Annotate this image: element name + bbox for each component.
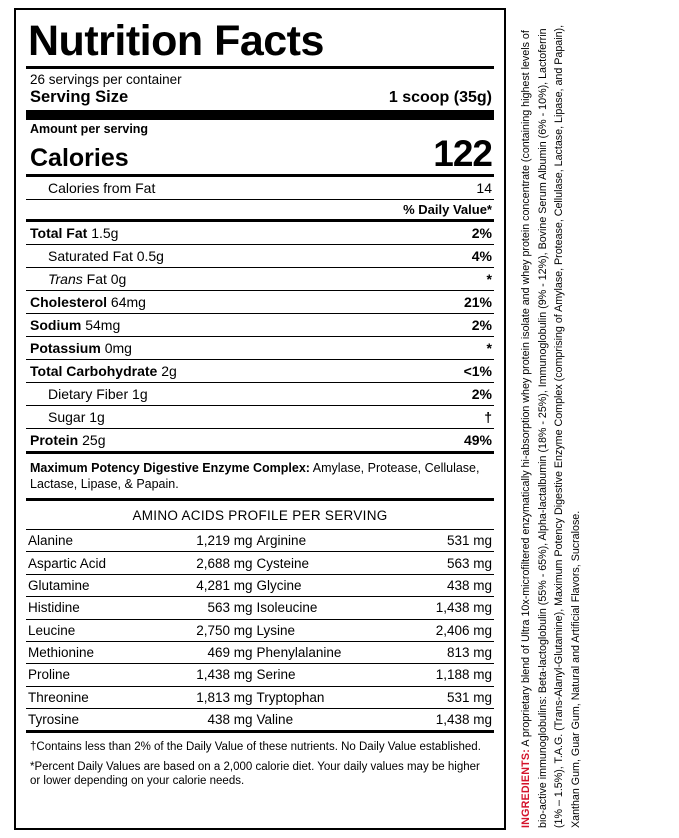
- nutrient-dv: <1%: [463, 363, 492, 379]
- nutrient-amount: 64mg: [110, 294, 146, 310]
- nutrient-amount: 0.5g: [136, 248, 164, 264]
- amino-name: Arginine: [255, 530, 398, 552]
- nutrient-label: Protein 25g: [30, 432, 106, 448]
- nutrient-row: [26, 291, 494, 313]
- ingredients-rotated-wrapper: [516, 8, 676, 830]
- table-row: [26, 597, 494, 619]
- nutrient-row: [26, 429, 494, 451]
- nutrient-list: [26, 222, 494, 451]
- amino-name: Valine: [255, 709, 398, 731]
- nutrient-amount: 2g: [161, 363, 177, 379]
- nutrient-row: [26, 360, 494, 382]
- serving-size-value: 1 scoop (35g): [388, 89, 492, 106]
- nutrient-dv: *: [486, 340, 492, 356]
- ingredients-heading: INGREDIENTS:: [520, 749, 532, 828]
- nutrient-label: Total Carbohydrate 2g: [30, 363, 177, 379]
- nutrient-row: [26, 245, 494, 267]
- amino-value: 2,406 mg: [397, 619, 494, 641]
- nutrient-amount: Fat 0g: [86, 271, 127, 287]
- amino-name: Cysteine: [255, 552, 398, 574]
- amino-value: 438 mg: [397, 574, 494, 596]
- amino-acids-title: AMINO ACIDS PROFILE PER SERVING: [132, 508, 388, 523]
- nutrient-row: [26, 268, 494, 290]
- nutrient-dv: 2%: [471, 225, 492, 241]
- amino-name: Methionine: [26, 641, 158, 663]
- footnotes: [26, 733, 494, 788]
- amino-name: Serine: [255, 664, 398, 686]
- amino-value: 2,750 mg: [158, 619, 255, 641]
- amino-value: 469 mg: [158, 641, 255, 663]
- amino-value: 531 mg: [397, 686, 494, 708]
- nutrient-name-italic: Trans: [48, 271, 83, 287]
- calories-value: 122: [433, 133, 492, 174]
- enzyme-complex-text: [26, 454, 494, 498]
- nutrient-dv: 21%: [463, 294, 492, 310]
- nutrient-dv: 2%: [471, 317, 492, 333]
- calories-from-fat-row: [26, 177, 494, 199]
- nutrient-amount: 0mg: [104, 340, 132, 356]
- amino-name: Glycine: [255, 574, 398, 596]
- calories-from-fat-label: Calories from Fat: [48, 180, 156, 196]
- amino-name: Proline: [26, 664, 158, 686]
- nutrient-label: Sodium 54mg: [30, 317, 121, 333]
- nutrient-dv: 4%: [471, 248, 492, 264]
- nutrient-label: [30, 271, 126, 287]
- enzyme-complex-list: Amylase, Protease, Cellulase, Lactase, Lipase, & Papain.: [30, 461, 480, 491]
- ingredients-body: A proprietary blend of Ultra 10x-microfiltered enzymatically hi-absorption whey protein isolate and whey protein concentrate (containing highest levels of bio-active immunoglobulins: Beta-lactoglobulin (55% - 65%), Alpha-lactalbumin (18% - 25%), Immunoglobulin (9% - 12%), Bovine Serum Albumin (6% - 10%), Lactoferrin (1% – 1.5%), T.A.G. (Trans-Alanyl-Glutamine), Maximum Potency Digestive Enzyme Complex (comprising of Amylase, Protease, Cellulase, Lactase, Lipase, and Papain), Xanthan Gum, Guar Gum, Natural and Artificial Flavors, Sucralose.: [520, 24, 582, 828]
- nutrient-row: [26, 337, 494, 359]
- footnote-asterisk: *Percent Daily Values are based on a 2,000 calorie diet. Your daily values may be higher or lower depending on your calorie needs.: [30, 761, 480, 788]
- amino-name: Tyrosine: [26, 709, 158, 731]
- amino-value: 1,219 mg: [158, 530, 255, 552]
- amino-name: Lysine: [255, 619, 398, 641]
- amino-acids-table: [26, 529, 494, 730]
- nutrient-label: Cholesterol 64mg: [30, 294, 146, 310]
- table-row: [26, 552, 494, 574]
- page-title: Nutrition Facts: [28, 17, 324, 65]
- amino-name: Leucine: [26, 619, 158, 641]
- serving-size-row: [26, 87, 494, 110]
- nutrient-label: Saturated Fat 0.5g: [48, 248, 164, 264]
- amino-value: 531 mg: [397, 530, 494, 552]
- amino-value: 563 mg: [158, 597, 255, 619]
- nutrient-amount: 1g: [89, 409, 105, 425]
- nutrient-row: [26, 314, 494, 336]
- amino-value: 1,438 mg: [158, 664, 255, 686]
- nutrient-label: Dietary Fiber 1g: [48, 386, 148, 402]
- ingredients-text: [516, 8, 584, 830]
- serving-size-label: Serving Size: [30, 88, 129, 106]
- amino-value: 813 mg: [397, 641, 494, 663]
- calories-from-fat-value: 14: [476, 180, 492, 196]
- nutrient-label: Sugar 1g: [48, 409, 105, 425]
- amino-name: Alanine: [26, 530, 158, 552]
- nutrient-amount: 1.5g: [91, 225, 119, 241]
- nutrient-dv: †: [484, 409, 492, 425]
- amino-value: 563 mg: [397, 552, 494, 574]
- footnote-dagger: †Contains less than 2% of the Daily Value of these nutrients. No Daily Value established.: [30, 741, 481, 754]
- ingredients-block: [516, 8, 676, 830]
- amino-name: Isoleucine: [255, 597, 398, 619]
- calories-label: Calories: [30, 144, 129, 172]
- servings-per-container: 26 servings per container: [30, 72, 182, 87]
- nutrient-dv: 49%: [463, 432, 492, 448]
- amino-name: Aspartic Acid: [26, 552, 158, 574]
- nutrient-row: [26, 406, 494, 428]
- nutrient-row: [26, 222, 494, 244]
- amount-per-serving-label: Amount per serving: [30, 122, 149, 136]
- nutrient-label: Potassium 0mg: [30, 340, 132, 356]
- amino-value: 4,281 mg: [158, 574, 255, 596]
- table-row: [26, 619, 494, 641]
- divider-heavy: [26, 110, 494, 120]
- table-row: [26, 530, 494, 552]
- amino-name: Phenylalanine: [255, 641, 398, 663]
- amino-name: Threonine: [26, 686, 158, 708]
- table-row: [26, 574, 494, 596]
- amino-value: 1,438 mg: [397, 709, 494, 731]
- daily-value-header: % Daily Value*: [403, 202, 492, 217]
- amino-name: Tryptophan: [255, 686, 398, 708]
- calories-row: [26, 133, 494, 174]
- table-row: [26, 641, 494, 663]
- amino-value: 2,688 mg: [158, 552, 255, 574]
- nutrient-label: Total Fat 1.5g: [30, 225, 119, 241]
- amino-value: 1,438 mg: [397, 597, 494, 619]
- enzyme-complex-label: Maximum Potency Digestive Enzyme Complex:: [30, 461, 310, 475]
- amino-value: 1,188 mg: [397, 664, 494, 686]
- table-row: [26, 709, 494, 731]
- table-row: [26, 686, 494, 708]
- nutrition-facts-panel: [14, 8, 506, 830]
- amino-value: 1,813 mg: [158, 686, 255, 708]
- amino-name: Glutamine: [26, 574, 158, 596]
- nutrient-amount: 54mg: [85, 317, 121, 333]
- nutrient-dv: *: [486, 271, 492, 287]
- nutrient-row: [26, 383, 494, 405]
- nutrient-dv: 2%: [471, 386, 492, 402]
- nutrient-amount: 25g: [82, 432, 106, 448]
- amino-value: 438 mg: [158, 709, 255, 731]
- amino-name: Histidine: [26, 597, 158, 619]
- table-row: [26, 664, 494, 686]
- nutrient-amount: 1g: [132, 386, 148, 402]
